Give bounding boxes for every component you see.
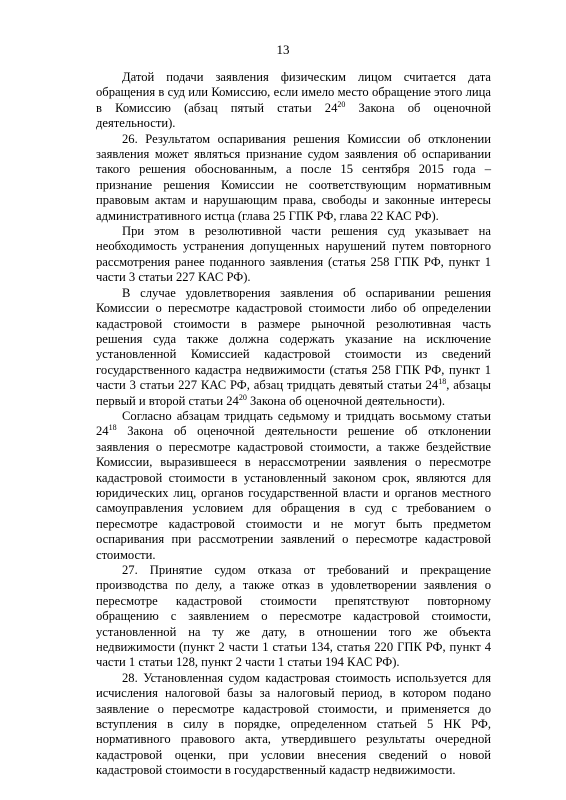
text-segment: При этом в резолютивной части решения суд указывает на необходимость устранения допущенных нарушений путем повторного рассмотрения ранее поданного заявления (статья 258 ГПК РФ, пункт 1 части 3 статьи 227 КАС РФ).	[96, 224, 491, 285]
body-text	[96, 70, 491, 779]
paragraph	[96, 132, 491, 224]
superscript-index: 20	[238, 392, 247, 402]
paragraph	[96, 224, 491, 286]
superscript-index: 18	[438, 376, 447, 386]
page-number: 13	[276, 42, 290, 57]
superscript-index: 20	[337, 99, 346, 109]
text-segment: 28. Установленная судом кадастровая стоимость используется для исчисления налоговой базы за налоговый период, в котором подано заявление о пересмотре кадастровой стоимости, и применяется до вступления в силу в порядке, определенном статьей 5 НК РФ, нормативного правового акта, утвердившего результаты очередной кадастровой оценки, при условии внесения сведений о новой кадастровой стоимости в государственный кадастр недвижимости.	[96, 670, 491, 778]
paragraph	[96, 286, 491, 409]
text-segment: Согласно абзацам тридцать седьмому и тридцать восьмому статьи 24	[96, 408, 491, 439]
text-segment: В случае удовлетворения заявления об оспаривании решения Комиссии о пересмотре кадастровой стоимости либо об определении кадастровой стоимости в размере рыночной резолютивная часть решения суда также должна содержать указание на исключение установленной Комиссией кадастровой стоимости из сведений государственного кадастра недвижимости (статья 258 ГПК РФ, пункт 1 части 3 статьи 227 КАС РФ, абзац тридцать девятый статьи 24	[96, 285, 491, 393]
text-segment: Датой подачи заявления физическим лицом считается дата обращения в суд или Комиссию, если имело место обращение этого лица в Комиссию (абзац пятый статьи 24	[96, 70, 491, 115]
text-segment: 26. Результатом оспаривания решения Комиссии об отклонении заявления может являться признание судом заявления об оспаривании такого решения обоснованным, а после 15 сентября 2015 года – признание решения Комиссии не соответствующим нормативным правовым актам и нарушающим права, свободы и законные интересы административного истца (глава 25 ГПК РФ, глава 22 КАС РФ).	[96, 131, 491, 223]
paragraph	[96, 70, 491, 132]
text-segment: Закона об оценочной деятельности).	[96, 100, 491, 131]
text-segment: 27. Принятие судом отказа от требований и прекращение производства по делу, а также отказ в удовлетворении заявления о пересмотре кадастровой стоимости препятствуют повторному обращению с заявлением о пересмотре кадастровой стоимости, установленной на ту же дату, в отношении того же объекта недвижимости (пункт 2 части 1 статьи 134, статья 220 ГПК РФ, пункт 4 части 1 статьи 128, пункт 2 части 1 статьи 194 КАС РФ).	[96, 563, 491, 670]
paragraph	[96, 563, 491, 671]
text-segment: , абзацы первый и второй статьи 24	[96, 378, 491, 408]
text-segment: Закона об оценочной деятельности решение об отклонении заявления о пересмотре кадастровой стоимости, а также бездействие Комиссии, выразившееся в нерассмотрении заявления о пересмотре кадастровой стоимости в установленный законом срок, являются для юридических лиц, органов государственной власти и органов местного самоуправления условием для обращения в суд с требованием о пересмотре кадастровой стоимости и не могут быть предметом оспаривания при рассмотрении заявлений о пересмотре кадастровой стоимости.	[96, 424, 491, 562]
paragraph	[96, 409, 491, 563]
superscript-index: 18	[108, 423, 117, 433]
paragraph	[96, 671, 491, 779]
text-segment: Закона об оценочной деятельности).	[246, 393, 445, 408]
